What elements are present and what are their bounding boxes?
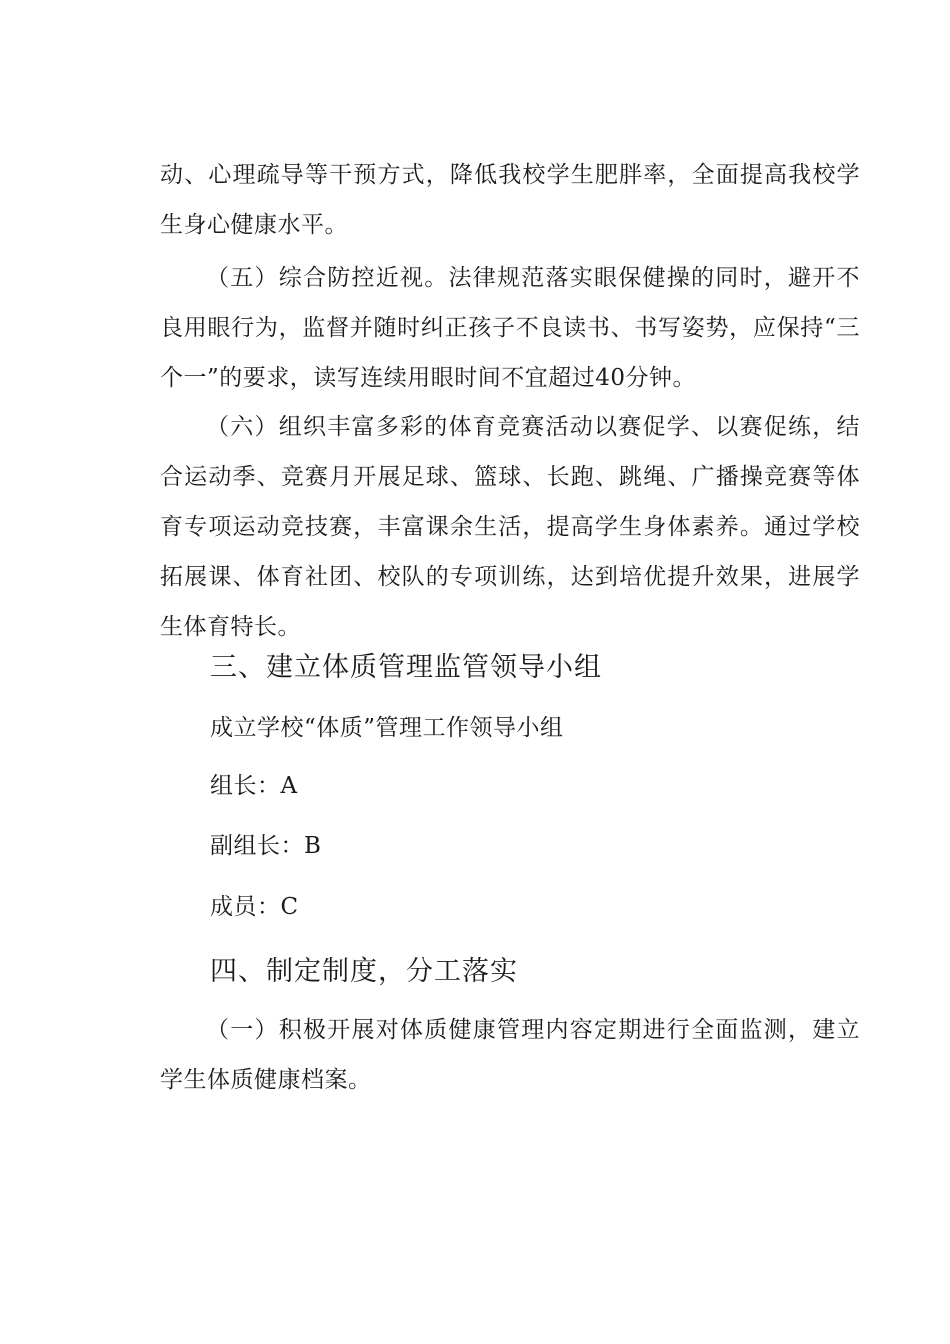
- group-leader-line: 组长：A: [210, 773, 298, 799]
- paragraph-obesity-continuation: 动、心理疏导等干预方式，降低我校学生肥胖率，全面提高我校学生身心健康水平。: [160, 162, 860, 238]
- section-heading-3: 三、建立体质管理监管领导小组: [210, 652, 602, 683]
- section-heading-4: 四、制定制度，分工落实: [210, 956, 518, 987]
- members-line: 成员：C: [210, 894, 299, 920]
- deputy-leader-line: 副组长：B: [210, 833, 322, 859]
- paragraph-sports-competitions: （六）组织丰富多彩的体育竞赛活动以赛促学、以赛促练，结合运动季、竞赛月开展足球、篮球、长跑、跳绳、广播操竞赛等体育专项运动竞技赛，丰富课余生活，提高学生身体素养。通过学校拓展课、体育社团、校队的专项训练，达到培优提升效果，进展学生体育特长。: [160, 414, 860, 640]
- paragraph-health-monitoring: （一）积极开展对体质健康管理内容定期进行全面监测，建立学生体质健康档案。: [160, 1017, 860, 1093]
- group-intro-line: 成立学校“体质”管理工作领导小组: [210, 715, 564, 741]
- paragraph-myopia-prevention: （五）综合防控近视。法律规范落实眼保健操的同时，避开不良用眼行为，监督并随时纠正孩子不良读书、书写姿势，应保持“三个一”的要求，读写连续用眼时间不宜超过40分钟。: [160, 265, 860, 391]
